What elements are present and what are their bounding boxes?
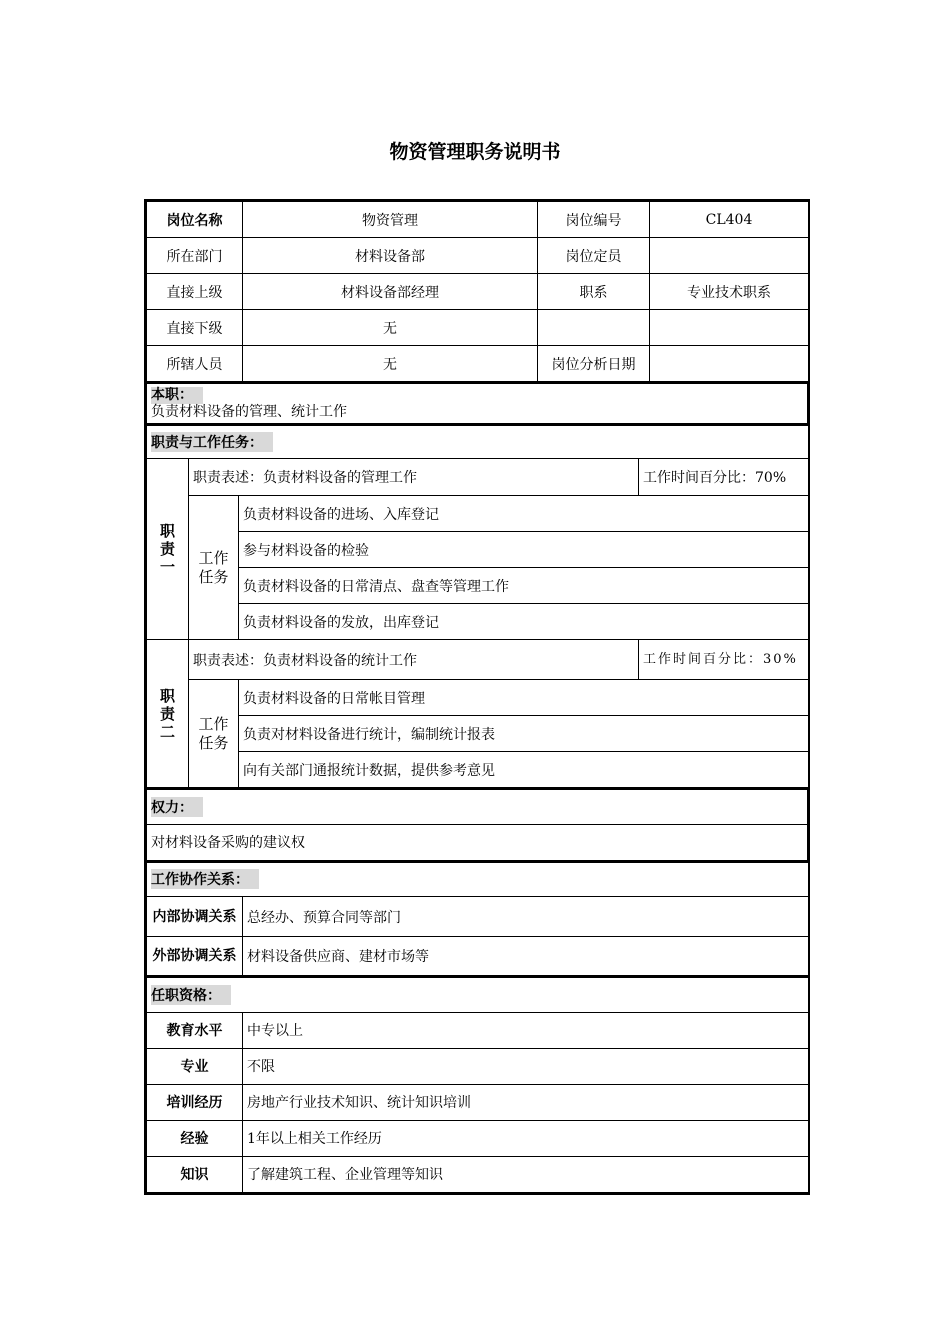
internal-relations-label: 内部协调关系 xyxy=(147,897,243,937)
field-label xyxy=(538,310,650,346)
field-value: 无 xyxy=(243,310,538,346)
qualification-label: 专业 xyxy=(147,1048,243,1084)
qualification-value: 了解建筑工程、企业管理等知识 xyxy=(243,1156,809,1192)
qualifications-heading-cell xyxy=(147,977,809,1012)
qualifications-table xyxy=(146,976,809,1193)
authority-text: 对材料设备采购的建议权 xyxy=(147,824,808,860)
external-relations-label: 外部协调关系 xyxy=(147,937,243,976)
qualification-label: 教育水平 xyxy=(147,1012,243,1048)
task-item: 负责对材料设备进行统计，编制统计报表 xyxy=(239,716,809,752)
section-heading: 权力： xyxy=(151,797,203,817)
duty-summary-table xyxy=(146,382,808,424)
qualification-value: 不限 xyxy=(243,1048,809,1084)
task-item: 参与材料设备的检验 xyxy=(239,532,809,568)
basic-row xyxy=(147,202,809,238)
qualification-value: 房地产行业技术知识、统计知识培训 xyxy=(243,1084,809,1120)
field-value: 材料设备部 xyxy=(243,238,538,274)
duty-one-task-label: 工作任务 xyxy=(189,496,239,640)
field-label: 直接下级 xyxy=(147,310,243,346)
field-label: 职系 xyxy=(538,274,650,310)
field-value xyxy=(650,346,809,382)
task-item: 向有关部门通报统计数据，提供参考意见 xyxy=(239,752,809,788)
relations-table xyxy=(146,861,809,977)
job-description-table xyxy=(144,199,810,1195)
authority-table xyxy=(146,788,808,861)
duty-summary-text: 负责材料设备的管理、统计工作 xyxy=(151,404,347,420)
field-label: 所在部门 xyxy=(147,238,243,274)
qualification-value: 1年以上相关工作经历 xyxy=(243,1120,809,1156)
section-heading: 工作协作关系： xyxy=(151,869,259,889)
qualification-label: 经验 xyxy=(147,1120,243,1156)
field-value: 无 xyxy=(243,346,538,382)
field-value: 材料设备部经理 xyxy=(243,274,538,310)
duty-one-time-percent: 工作时间百分比：70% xyxy=(639,459,809,496)
field-value: 专业技术职系 xyxy=(650,274,809,310)
basic-info-table xyxy=(146,201,809,382)
section-heading: 职责与工作任务： xyxy=(151,432,273,452)
duty-summary-cell xyxy=(147,383,808,423)
authority-heading-cell xyxy=(147,789,808,824)
basic-row xyxy=(147,274,809,310)
responsibilities-table xyxy=(146,424,809,789)
task-item: 负责材料设备的日常清点、盘查等管理工作 xyxy=(239,568,809,604)
field-label: 岗位分析日期 xyxy=(538,346,650,382)
page-title: 物资管理职务说明书 xyxy=(389,141,561,163)
qualification-label: 知识 xyxy=(147,1156,243,1192)
field-label: 直接上级 xyxy=(147,274,243,310)
responsibilities-heading-cell xyxy=(147,425,809,459)
basic-row xyxy=(147,238,809,274)
field-value: CL404 xyxy=(650,202,809,238)
section-heading: 任职资格： xyxy=(151,985,231,1005)
internal-relations-value: 总经办、预算合同等部门 xyxy=(243,897,809,937)
duty-two-label: 职责二 xyxy=(147,640,189,788)
external-relations-value: 材料设备供应商、建材市场等 xyxy=(243,937,809,976)
task-item: 负责材料设备的日常帐目管理 xyxy=(239,680,809,716)
task-item: 负责材料设备的发放，出库登记 xyxy=(239,604,809,640)
qualification-label: 培训经历 xyxy=(147,1084,243,1120)
duty-one-description: 职责表述：负责材料设备的管理工作 xyxy=(189,459,639,496)
field-label: 所辖人员 xyxy=(147,346,243,382)
field-label: 岗位编号 xyxy=(538,202,650,238)
duty-two-description: 职责表述：负责材料设备的统计工作 xyxy=(189,640,639,680)
relations-heading-cell xyxy=(147,862,809,897)
duty-two-task-label: 工作任务 xyxy=(189,680,239,788)
task-item: 负责材料设备的进场、入库登记 xyxy=(239,496,809,532)
basic-row xyxy=(147,310,809,346)
field-value xyxy=(650,310,809,346)
field-label: 岗位名称 xyxy=(147,202,243,238)
duty-one-label: 职责一 xyxy=(147,459,189,640)
field-label: 岗位定员 xyxy=(538,238,650,274)
basic-row xyxy=(147,346,809,382)
section-heading: 本职： xyxy=(151,387,203,404)
field-value: 物资管理 xyxy=(243,202,538,238)
qualification-value: 中专以上 xyxy=(243,1012,809,1048)
field-value xyxy=(650,238,809,274)
duty-two-time-percent: 工作时间百分比：30% xyxy=(639,640,809,680)
